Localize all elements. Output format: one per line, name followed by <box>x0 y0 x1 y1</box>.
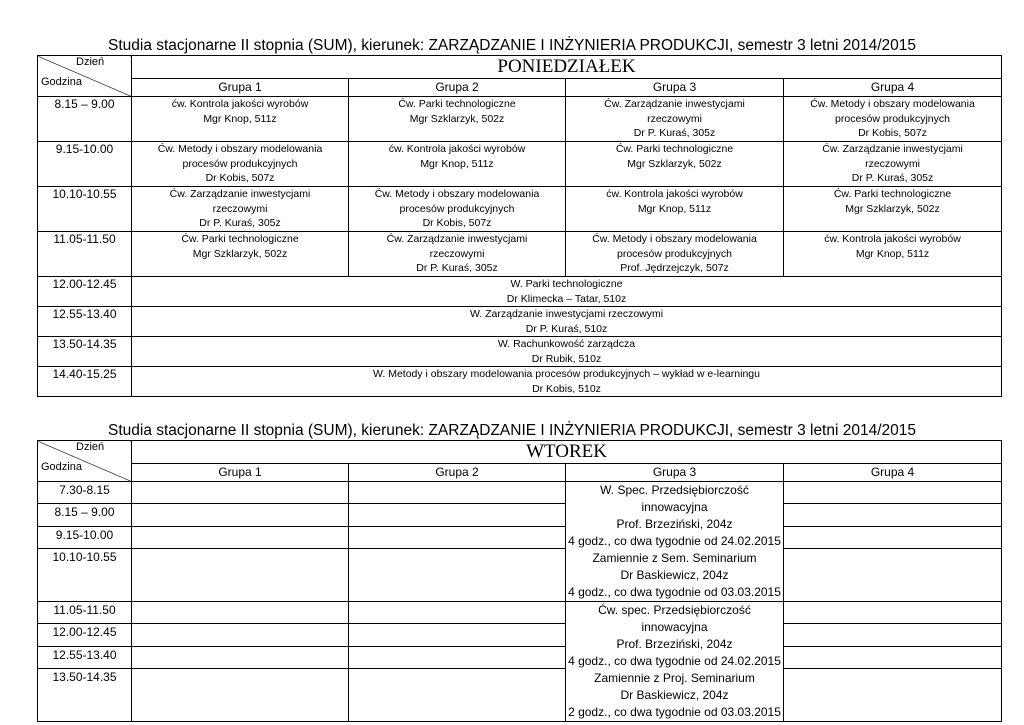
time-slot: 11.05-11.50 <box>38 232 132 277</box>
time-slot: 8.15 – 9.00 <box>38 504 132 526</box>
time-slot: 13.50-14.35 <box>38 337 132 367</box>
empty-cell-group-2 <box>349 526 566 548</box>
cell-line: ćw. Kontrola jakości wyrobów <box>171 98 309 110</box>
lecture-cell <box>132 337 1002 367</box>
group-header-1: Grupa 1 <box>132 464 349 482</box>
lecture-cell <box>132 277 1002 307</box>
cell-line: Ćw. Metody i obszary modelowania <box>374 188 540 200</box>
table-row <box>38 367 1002 397</box>
class-cell-group-4 <box>784 97 1002 142</box>
cell-line: Dr P. Kuraś, 305z <box>199 217 281 229</box>
class-cell-group-3 <box>566 602 784 722</box>
cell-line: Ćw. Metody i obszary modelowania <box>157 143 323 155</box>
class-cell-group-1 <box>132 187 349 232</box>
schedule-title-tuesday: Studia stacjonarne II stopnia (SUM), kierunek: ZARZĄDZANIE I INŻYNIERIA PRODUKCJI, semestr 3 letni 2014/2015 <box>107 422 917 439</box>
time-slot: 12.00-12.45 <box>38 624 132 646</box>
cell-line: Dr P. Kuraś, 305z <box>851 172 934 184</box>
empty-cell-group-4 <box>784 526 1002 548</box>
empty-cell-group-1 <box>132 602 349 624</box>
cell-line: Dr P. Kuraś, 305z <box>633 127 716 139</box>
cell-line: Mgr Knop, 511z <box>855 247 930 260</box>
cell-line: Mgr Knop, 511z <box>637 202 712 215</box>
table-row <box>38 526 1002 548</box>
empty-cell-group-4 <box>784 549 1002 602</box>
cell-line: Dr Kobis, 507z <box>858 127 927 139</box>
time-slot: 12.55-13.40 <box>38 307 132 337</box>
corner-hour-label: Godzina <box>41 76 82 88</box>
group-header-4: Grupa 4 <box>784 79 1002 97</box>
class-cell-group-2 <box>349 97 566 142</box>
class-cell-group-4 <box>784 187 1002 232</box>
cell-line: W. Rachunkowość zarządcza <box>497 338 636 350</box>
table-row <box>38 549 1002 602</box>
class-cell-group-4 <box>784 142 1002 187</box>
cell-line: Dr Rubik, 510z <box>531 352 602 365</box>
cell-line: Dr Kobis, 507z <box>422 217 492 229</box>
class-cell-group-3 <box>566 482 784 602</box>
empty-cell-group-4 <box>784 482 1002 504</box>
cell-line: Ćw. spec. Przedsiębiorczość innowacyjna <box>598 603 751 634</box>
lecture-cell <box>132 367 1002 397</box>
time-slot: 9.15-10.00 <box>38 526 132 548</box>
day-hour-corner-cell <box>38 441 132 482</box>
cell-line: procesów produkcyjnych <box>399 202 515 215</box>
cell-line: Ćw. Parki technologiczne <box>398 98 516 110</box>
tuesday-schedule-table <box>37 440 1002 722</box>
empty-cell-group-1 <box>132 669 349 722</box>
table-row <box>38 307 1002 337</box>
cell-line: rzeczowymi <box>429 247 485 260</box>
empty-cell-group-1 <box>132 624 349 646</box>
cell-line: Prof. Jędrzejczyk, 507z <box>620 262 729 274</box>
time-slot: 8.15 – 9.00 <box>38 97 132 142</box>
cell-line: Mgr Szklarzyk, 502z <box>192 247 288 260</box>
empty-cell-group-1 <box>132 504 349 526</box>
table-row <box>38 646 1002 668</box>
cell-line: Ćw. Zarządzanie inwestycjami <box>822 143 963 155</box>
table-row <box>38 277 1002 307</box>
time-slot: 13.50-14.35 <box>38 669 132 722</box>
time-slot: 12.00-12.45 <box>38 277 132 307</box>
empty-cell-group-4 <box>784 646 1002 668</box>
class-cell-group-3 <box>566 232 784 277</box>
group-header-1: Grupa 1 <box>132 79 349 97</box>
cell-line: 4 godz., co dwa tygodnie od 24.02.2015 <box>568 534 781 548</box>
table-row <box>38 669 1002 722</box>
cell-line: Mgr Szklarzyk, 502z <box>409 112 505 125</box>
cell-line: Dr P. Kuraś, 510z <box>525 322 608 335</box>
corner-day-label: Dzień <box>76 56 105 68</box>
empty-cell-group-2 <box>349 602 566 624</box>
cell-line: Prof. Brzeziński, 204z <box>616 517 733 531</box>
cell-line: Mgr Szklarzyk, 502z <box>627 157 722 170</box>
cell-line: Dr Kobis, 510z <box>532 382 601 395</box>
cell-line: Mgr Knop, 511z <box>203 112 277 125</box>
time-slot: 14.40-15.25 <box>38 367 132 397</box>
group-header-3: Grupa 3 <box>566 79 784 97</box>
cell-line: ćw. Kontrola jakości wyrobów <box>388 143 526 155</box>
cell-line: Ćw. Metody i obszary modelowania <box>810 98 975 110</box>
time-slot: 10.10-10.55 <box>38 549 132 602</box>
empty-cell-group-2 <box>349 482 566 504</box>
cell-line: procesów produkcyjnych <box>617 247 732 260</box>
cell-line: procesów produkcyjnych <box>182 157 298 170</box>
cell-line: Ćw. Parki technologiczne <box>615 143 734 155</box>
cell-line: ćw. Kontrola jakości wyrobów <box>824 233 961 245</box>
cell-line: W. Metody i obszary modelowania procesów produkcyjnych – wykład w e-learningu <box>373 368 760 380</box>
cell-line: Zamiennie z Proj. Seminarium <box>594 671 755 685</box>
monday-schedule-table <box>37 55 1002 397</box>
group-header-3: Grupa 3 <box>566 464 784 482</box>
cell-line: Prof. Brzeziński, 204z <box>616 637 733 651</box>
time-slot: 9.15-10.00 <box>38 142 132 187</box>
cell-line: 4 godz., co dwa tygodnie od 24.02.2015 <box>568 654 781 668</box>
empty-cell-group-2 <box>349 504 566 526</box>
class-cell-group-3 <box>566 142 784 187</box>
corner-hour-label: Godzina <box>41 461 82 473</box>
cell-line: W. Zarządzanie inwestycjami rzeczowymi <box>469 308 664 320</box>
group-header-4: Grupa 4 <box>784 464 1002 482</box>
cell-line: Mgr Knop, 511z <box>420 157 494 170</box>
day-header-monday: PONIEDZIAŁEK <box>132 56 1002 79</box>
table-row <box>38 97 1002 142</box>
table-row <box>38 504 1002 526</box>
cell-line: Zamiennie z Sem. Seminarium <box>592 551 757 565</box>
table-row <box>38 337 1002 367</box>
cell-line: W. Spec. Przedsiębiorczość innowacyjna <box>600 483 749 514</box>
cell-line: procesów produkcyjnych <box>835 112 950 125</box>
empty-cell-group-4 <box>784 624 1002 646</box>
cell-line: Ćw. Metody i obszary modelowania <box>592 233 757 245</box>
empty-cell-group-2 <box>349 624 566 646</box>
cell-line: Ćw. Zarządzanie inwestycjami <box>386 233 528 245</box>
cell-line: 4 godz., co dwa tygodnie od 03.03.2015 <box>568 585 781 599</box>
cell-line: rzeczowymi <box>647 112 702 125</box>
class-cell-group-1 <box>132 232 349 277</box>
empty-cell-group-1 <box>132 526 349 548</box>
cell-line: Mgr Szklarzyk, 502z <box>845 202 940 215</box>
empty-cell-group-4 <box>784 504 1002 526</box>
day-header-tuesday: WTOREK <box>132 441 1002 464</box>
cell-line: Dr Baskiewicz, 204z <box>620 688 729 702</box>
cell-line: rzeczowymi <box>865 157 920 170</box>
class-cell-group-3 <box>566 187 784 232</box>
group-header-2: Grupa 2 <box>349 464 566 482</box>
class-cell-group-2 <box>349 142 566 187</box>
class-cell-group-1 <box>132 97 349 142</box>
class-cell-group-2 <box>349 187 566 232</box>
cell-line: Dr Klimecka – Tatar, 510z <box>506 292 627 305</box>
lecture-cell <box>132 307 1002 337</box>
table-row <box>38 187 1002 232</box>
cell-line: Ćw. Parki technologiczne <box>181 233 299 245</box>
time-slot: 11.05-11.50 <box>38 602 132 624</box>
group-header-2: Grupa 2 <box>349 79 566 97</box>
cell-line: 2 godz., co dwa tygodnie od 03.03.2015 <box>568 705 781 719</box>
table-row <box>38 602 1002 624</box>
table-row <box>38 142 1002 187</box>
table-row <box>38 232 1002 277</box>
cell-line: W. Parki technologiczne <box>510 278 623 290</box>
empty-cell-group-2 <box>349 549 566 602</box>
class-cell-group-4 <box>784 232 1002 277</box>
time-slot: 10.10-10.55 <box>38 187 132 232</box>
cell-line: Ćw. Zarządzanie inwestycjami <box>169 188 311 200</box>
cell-line: Dr P. Kuraś, 305z <box>416 262 498 274</box>
empty-cell-group-1 <box>132 646 349 668</box>
empty-cell-group-2 <box>349 669 566 722</box>
class-cell-group-3 <box>566 97 784 142</box>
cell-line: Ćw. Zarządzanie inwestycjami <box>604 98 745 110</box>
class-cell-group-2 <box>349 232 566 277</box>
time-slot: 12.55-13.40 <box>38 646 132 668</box>
cell-line: Dr Kobis, 507z <box>205 172 275 184</box>
cell-line: rzeczowymi <box>212 202 268 215</box>
empty-cell-group-1 <box>132 482 349 504</box>
empty-cell-group-4 <box>784 669 1002 722</box>
day-hour-corner-cell <box>38 56 132 97</box>
corner-day-label: Dzień <box>76 441 105 453</box>
empty-cell-group-4 <box>784 602 1002 624</box>
schedule-title-monday: Studia stacjonarne II stopnia (SUM), kierunek: ZARZĄDZANIE I INŻYNIERIA PRODUKCJI, semestr 3 letni 2014/2015 <box>107 37 917 54</box>
table-row <box>38 624 1002 646</box>
cell-line: Dr Baskiewicz, 204z <box>620 568 729 582</box>
empty-cell-group-1 <box>132 549 349 602</box>
cell-line: ćw. Kontrola jakości wyrobów <box>606 188 743 200</box>
class-cell-group-1 <box>132 142 349 187</box>
cell-line: Ćw. Parki technologiczne <box>833 188 952 200</box>
table-row <box>38 482 1002 504</box>
empty-cell-group-2 <box>349 646 566 668</box>
time-slot: 7.30-8.15 <box>38 482 132 504</box>
